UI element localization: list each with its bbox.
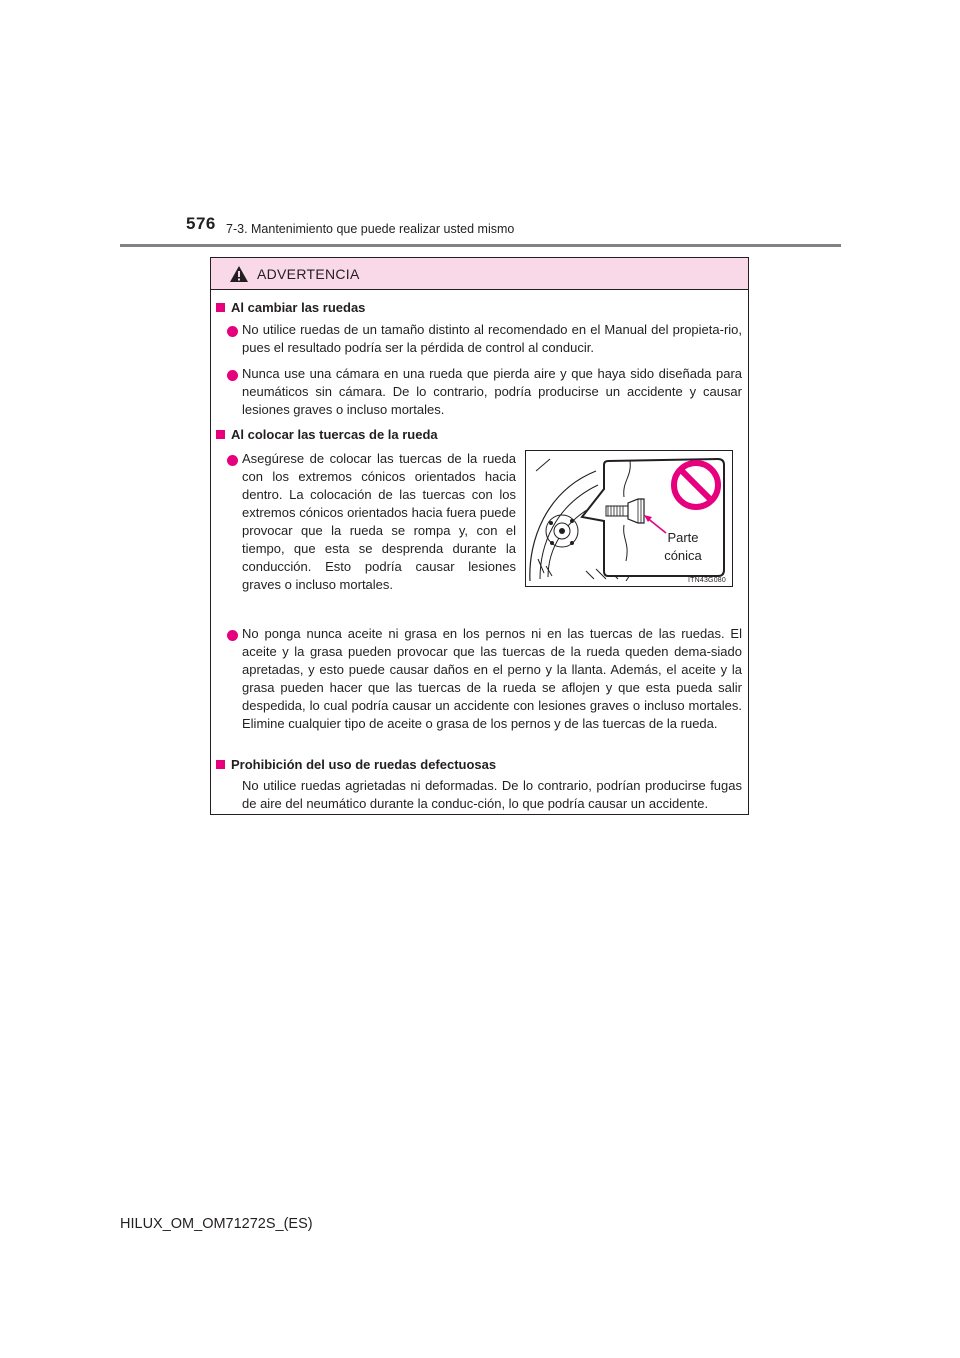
section-heading-text: Al colocar las tuercas de la rueda (231, 427, 438, 442)
warning-title: ADVERTENCIA (257, 265, 360, 282)
prohibited-icon (674, 463, 718, 507)
bullet-text: Nunca use una cámara en una rueda que pierda aire y que haya sido diseñada para neumáticos sin cámara. De lo contrario, podría producirse un accidente y causar lesiones graves o incluso mortales. (242, 366, 742, 417)
bullet-text: No utilice ruedas de un tamaño distinto al recomendado en el Manual del propieta-rio, pues el resultado podría ser la pérdida de control al conducir. (242, 322, 742, 355)
wheel-nut-illustration (525, 450, 733, 587)
bullet-icon (227, 326, 238, 337)
bullet-icon (227, 630, 238, 641)
page-number: 576 (186, 214, 216, 233)
section-heading (216, 757, 496, 772)
section-square-icon (216, 760, 225, 769)
illustration-code: ITN43G080 (688, 577, 726, 584)
warning-header (211, 258, 748, 290)
bullet-icon (227, 455, 238, 466)
section-text: No utilice ruedas agrietadas ni deformadas. De lo contrario, podrían producirse fugas de aire del neumático durante la conduc-ción, lo que podría causar un accidente. (242, 778, 742, 811)
bullet-text: No ponga nunca aceite ni grasa en los pernos ni en las tuercas de las ruedas. El aceite y la grasa pueden provocar que las tuercas de la rueda queden dema-siado apretadas, y esto puede causar daños en el perno y la llanta. Además, el aceite y la grasa pueden hacer que las tuercas de la rueda se aflojen y que esta pueda salir despedida, lo cual podría causar un accidente con lesiones graves o incluso mortales. Elimine cualquier tipo de aceite o grasa de los pernos y de las tuercas de la rueda. (242, 626, 742, 731)
warning-box (210, 257, 749, 815)
section-heading (216, 427, 438, 442)
section-square-icon (216, 430, 225, 439)
bullet-text: Asegúrese de colocar las tuercas de la rueda con los extremos cónicos orientados hacia dentro. La colocación de las tuercas con los extremos cónicos orientados hacia fuera puede provocar que la rueda se rompa y, con el tiempo, que esta se desprenda durante la conducción. Esto podría causar lesiones graves o incluso mortales. (242, 451, 516, 592)
header-rule (120, 244, 841, 247)
illustration-label: Parte cónica (664, 530, 702, 563)
warning-triangle-icon (229, 265, 249, 283)
section-title: 7-3. Mantenimiento que puede realizar usted mismo (226, 222, 515, 236)
wheel-nut-drawing (526, 451, 732, 586)
section-heading-text: Al cambiar las ruedas (231, 300, 366, 315)
bullet-icon (227, 370, 238, 381)
section-square-icon (216, 303, 225, 312)
section-heading (216, 300, 365, 315)
section-heading-text: Prohibición del uso de ruedas defectuosas (231, 757, 497, 772)
footer-doc-id: HILUX_OM_OM71272S_(ES) (120, 1216, 313, 1232)
